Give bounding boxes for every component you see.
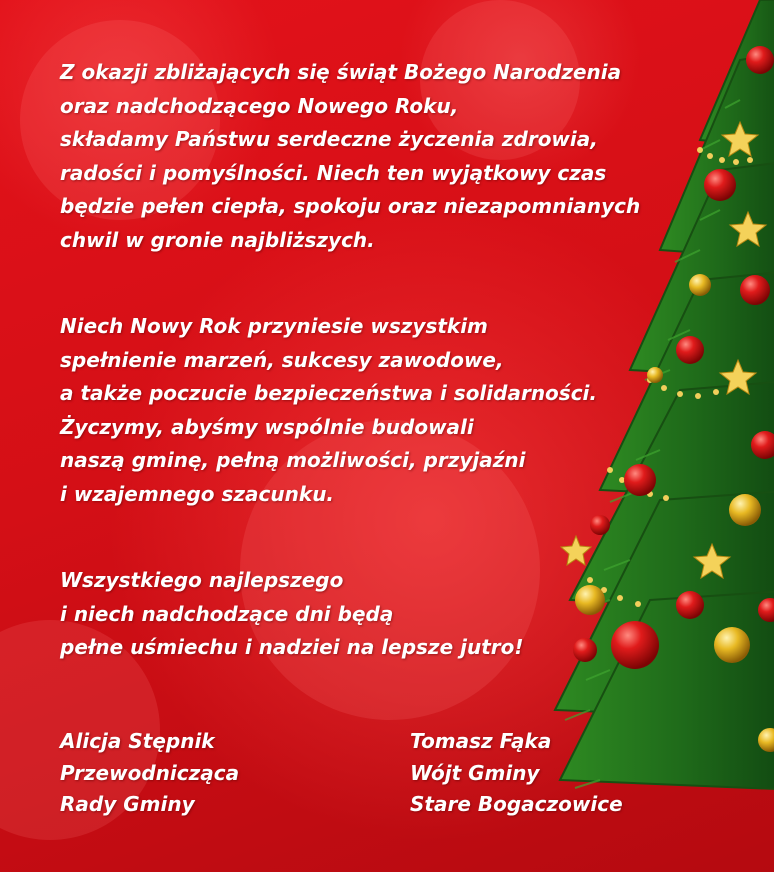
greeting-line: będzie pełen ciepła, spokoju oraz niezapomnianych — [60, 194, 641, 218]
greeting-line: składamy Państwu serdeczne życzenia zdrowia, — [60, 127, 598, 151]
greeting-line: i niech nadchodzące dni będą — [60, 601, 394, 626]
greeting-line: naszą gminę, pełną możliwości, przyjaźni — [60, 448, 526, 472]
signature-left — [60, 726, 239, 821]
signatory-name: Alicja Stępnik — [60, 729, 215, 753]
greeting-line: pełne uśmiechu i nadziei na lepsze jutro! — [60, 635, 524, 659]
signatory-title: Przewodnicząca — [60, 760, 240, 785]
greeting-line: Życzymy, abyśmy wspólnie budowali — [60, 414, 474, 439]
greeting-line: oraz nadchodzącego Nowego Roku, — [60, 93, 459, 118]
greeting-paragraph-2 — [60, 310, 597, 511]
signatory-name: Tomasz Fąka — [410, 729, 552, 753]
greeting-line: i wzajemnego szacunku. — [60, 481, 335, 506]
signatory-institution: Stare Bogaczowice — [410, 792, 623, 816]
greeting-line: spełnienie marzeń, sukcesy zawodowe, — [60, 347, 504, 372]
greeting-line: radości i pomyślności. Niech ten wyjątkowy czas — [60, 160, 607, 185]
greeting-line: Wszystkiego najlepszego — [60, 568, 344, 592]
signature-right — [410, 726, 623, 821]
greeting-line: chwil w gronie najbliższych. — [60, 227, 375, 252]
signatory-institution: Rady Gminy — [60, 792, 195, 816]
greeting-line: Z okazji zbliżających się świąt Bożego Narodzenia — [60, 60, 622, 84]
greeting-paragraph-1 — [60, 56, 640, 257]
signatory-title: Wójt Gminy — [410, 760, 540, 785]
greeting-line: Niech Nowy Rok przyniesie wszystkim — [60, 314, 488, 338]
greeting-paragraph-3 — [60, 564, 523, 665]
greeting-line: a także poczucie bezpieczeństwa i solidarności. — [60, 381, 598, 405]
